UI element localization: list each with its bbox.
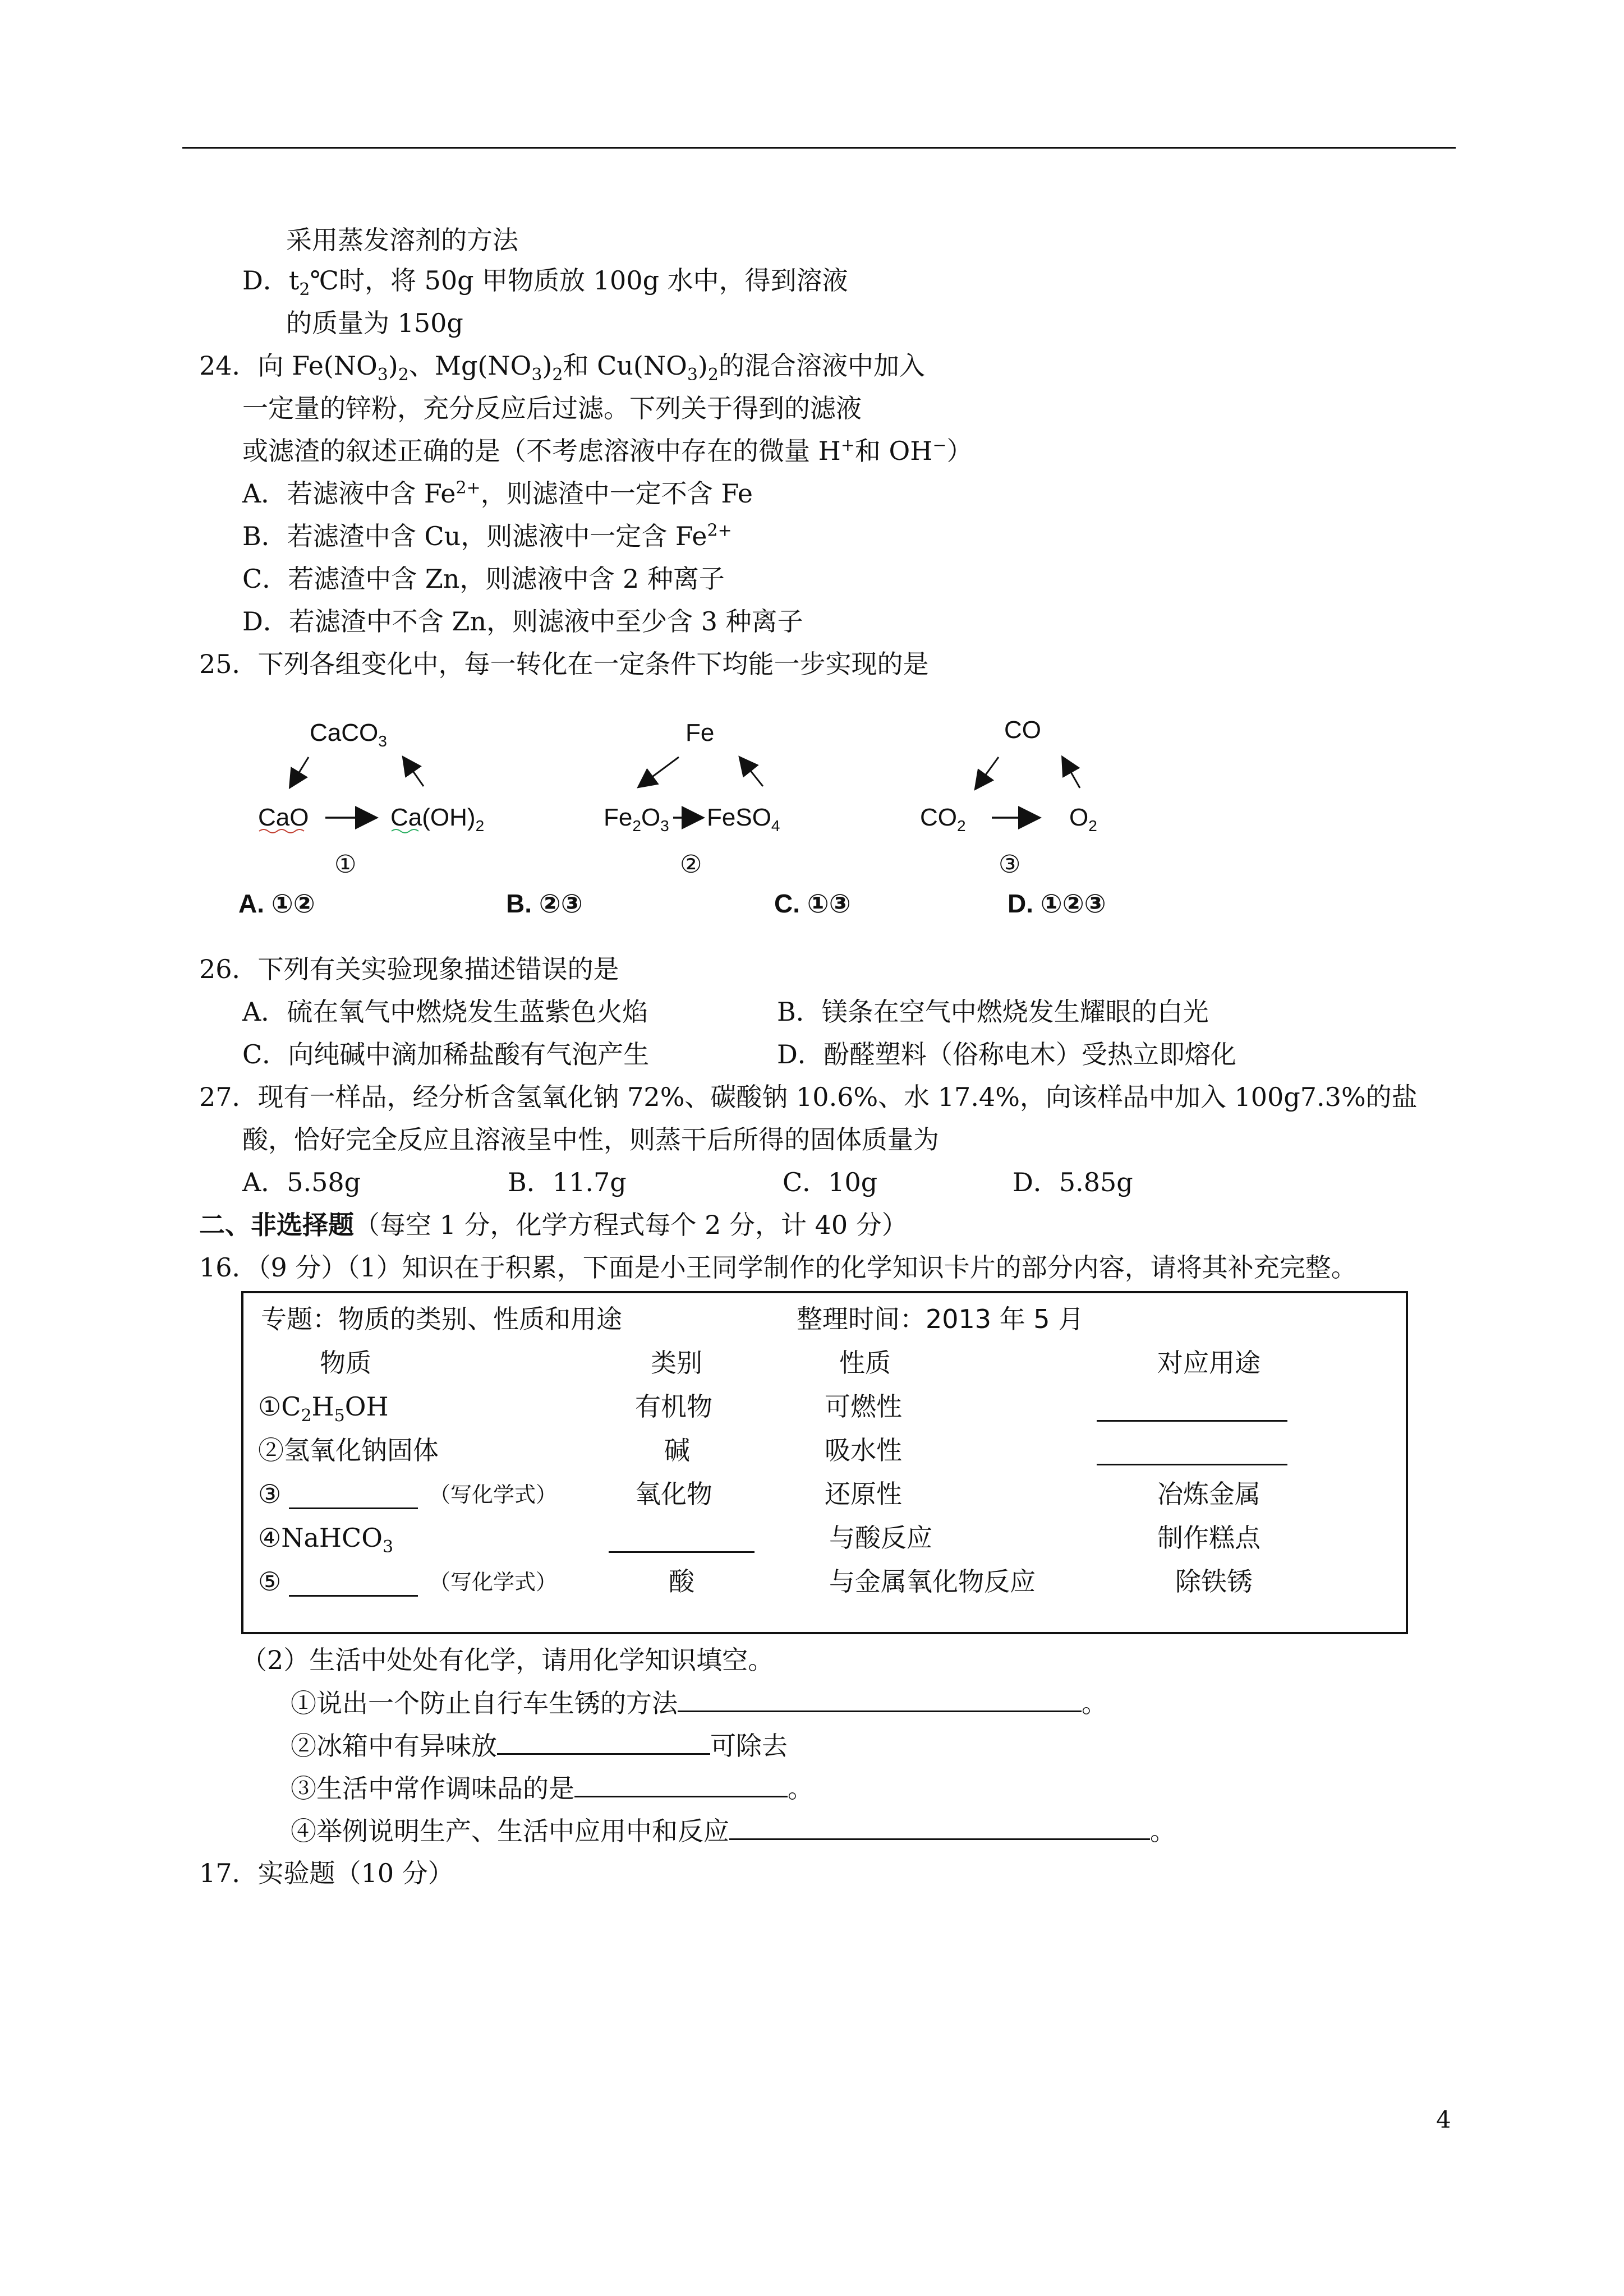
q16-item4: ④举例说明生产、生活中应用中和反应 。 [291,1814,1176,1848]
q16-item2: ②冰箱中有异味放 可除去 [291,1728,788,1763]
q27-option-a: A．5.58g [242,1167,361,1197]
q27-stem-line2: 酸，恰好完全反应且溶液呈中性，则蒸干后所得的固体质量为 [242,1124,939,1155]
q24-option-b: B．若滤渣中含 Cu，则滤液中一定含 $Fe^{2+}$ [242,520,732,551]
row3-formula-blank[interactable] [289,1507,418,1509]
card-time: 整理时间：2013 年 5 月 [797,1304,1084,1334]
q25-option-d: D. ①②③ [1007,889,1106,918]
q24-option-d: D．若滤渣中不含 Zn，则滤液中至少含 3 种离子 [242,606,803,637]
row4-class-blank[interactable] [609,1551,755,1553]
row2-use-blank[interactable] [1097,1464,1287,1465]
q25-option-b: B. ②③ [506,889,583,918]
card-header-use: 对应用途 [1157,1348,1260,1378]
g3-number: ③ [999,851,1021,878]
row2-substance: ②氢氧化钠固体 [258,1435,439,1465]
g2-arrow-up-left [740,758,763,786]
g3-arrow-up-left [1063,758,1080,788]
q27-option-c: C．10g [783,1167,878,1197]
card-topic: 专题：物质的类别、性质和用途 [261,1304,622,1334]
row5-property: 与金属氧化物反应 [829,1566,1036,1597]
q26-stem: 26．下列有关实验现象描述错误的是 [199,954,619,984]
q25-conversion-diagrams [224,701,1178,925]
g3-top-formula: CO [1004,716,1041,744]
card-header-substance: 物质 [320,1348,371,1378]
q24-option-c: C．若滤渣中含 Zn，则滤液中含 2 种离子 [242,564,725,594]
row2-property: 吸水性 [825,1435,902,1465]
q17-stem: 17．实验题（10 分） [199,1858,454,1888]
row3-property: 还原性 [825,1479,902,1509]
row4-substance: ④NaHCO$_3$ [258,1523,394,1557]
row1-use-blank[interactable] [1097,1420,1287,1422]
q24-stem-line3: 或滤渣的叙述正确的是（不考虑溶液中存在的微量 H+和 OH−） [242,435,973,466]
page-number: 4 [1436,2106,1451,2133]
diagram-group-2 [604,719,780,878]
g2-top-formula: Fe [686,719,715,746]
row1-substance: $①C_2H_5OH$ [258,1391,389,1426]
q23-option-d: D．$t_2℃$时，将 50g 甲物质放 100g 水中，得到溶液 [242,265,848,300]
row1-property: 可燃性 [825,1391,902,1422]
q25-option-a: A. ①② [238,889,315,918]
q16-part2-stem: （2）生活中处处有化学，请用化学知识填空。 [241,1645,774,1675]
q25-option-c: C. ①③ [774,889,851,918]
g1-arrow-up-left [404,758,424,786]
q26-option-d: D．酚醛塑料（俗称电木）受热立即熔化 [777,1039,1236,1069]
row4-property: 与酸反应 [829,1523,932,1553]
g1-top-formula: CaCO$_3$ [310,719,387,750]
row5-use: 除铁锈 [1175,1566,1253,1597]
row3-hint: （写化学式） [429,1482,558,1507]
header-rule [182,147,1456,149]
row5-substance-label: ⑤ [258,1566,282,1597]
q27-stem: 27．现有一样品，经分析含氢氧化钠 72%、碳酸钠 10.6%、水 17.4%，向该样品中加入 100g7.3%的盐 [199,1082,1418,1112]
g3-right-formula: $O_2$ [1069,804,1097,835]
row4-use: 制作糕点 [1157,1523,1260,1553]
q16-item1: ①说出一个防止自行车生锈的方法 。 [291,1686,1107,1720]
g3-left-formula: $CO_2$ [920,804,966,835]
card-header-property: 性质 [839,1348,891,1378]
g1-right-formula: $Ca(OH)_2$ [390,804,485,835]
q24-option-a: A．若滤液中含 $Fe^{2+}$，则滤渣中一定不含 Fe [242,478,753,509]
item3-blank[interactable] [574,1771,788,1797]
q16-stem: 16．（9 分）（1）知识在于积累，下面是小王同学制作的化学知识卡片的部分内容，请将其补充完整。 [199,1252,1357,1283]
g1-number: ① [334,851,357,878]
item4-blank[interactable] [729,1814,1150,1840]
q26-option-b: B．镁条在空气中燃烧发生耀眼的白光 [777,997,1209,1027]
g2-number: ② [680,851,702,878]
row3-use: 冶炼金属 [1157,1479,1260,1509]
card-header-class: 类别 [651,1348,702,1378]
g2-left-formula: $Fe_2O_3$ [604,804,669,835]
section-heading: 二、非选择题（每空 1 分，化学方程式每个 2 分，计 40 分） [199,1210,908,1240]
row5-formula-blank[interactable] [289,1595,418,1597]
g1-spellcheck-underline [259,829,304,833]
row5-class: 酸 [669,1566,694,1597]
row1-class: 有机物 [635,1391,712,1422]
q26-option-c: C．向纯碱中滴加稀盐酸有气泡产生 [242,1039,650,1069]
q24-stem: 24．向 $Fe(NO_3)_2$、$Mg(NO_3)_2$和 $Cu(NO_3)_2$的混合溶液中加入 [199,351,925,385]
diagram-group-1 [258,719,484,878]
row3-substance-label: ③ [258,1479,282,1509]
q23-option-c-continuation: 采用蒸发溶剂的方法 [286,225,518,255]
row2-class: 碱 [664,1435,690,1465]
q25-stem: 25．下列各组变化中，每一转化在一定条件下均能一步实现的是 [199,649,929,679]
row3-class: 氧化物 [635,1479,712,1509]
q16-item3: ③生活中常作调味品的是 。 [291,1771,813,1805]
q23-option-d-continuation: 的质量为 150g [286,308,463,338]
g1-arrow-down-left [291,757,309,786]
item1-blank[interactable] [678,1686,1082,1712]
q27-option-d: D．5.85g [1013,1167,1133,1197]
g1-left-formula: CaO [258,804,309,831]
g3-arrow-down-left [976,757,999,788]
q24-stem-line2: 一定量的锌粉，充分反应后过滤。下列关于得到的滤液 [242,393,862,423]
q27-option-b: B．11.7g [508,1167,627,1197]
g2-right-formula: FeSO$_4$ [707,804,780,835]
q26-option-a: A．硫在氧气中燃烧发生蓝紫色火焰 [242,997,648,1027]
diagram-group-3 [920,716,1097,878]
row5-hint: （写化学式） [429,1570,558,1594]
g2-arrow-down-left [640,757,679,786]
item2-blank[interactable] [497,1728,710,1755]
